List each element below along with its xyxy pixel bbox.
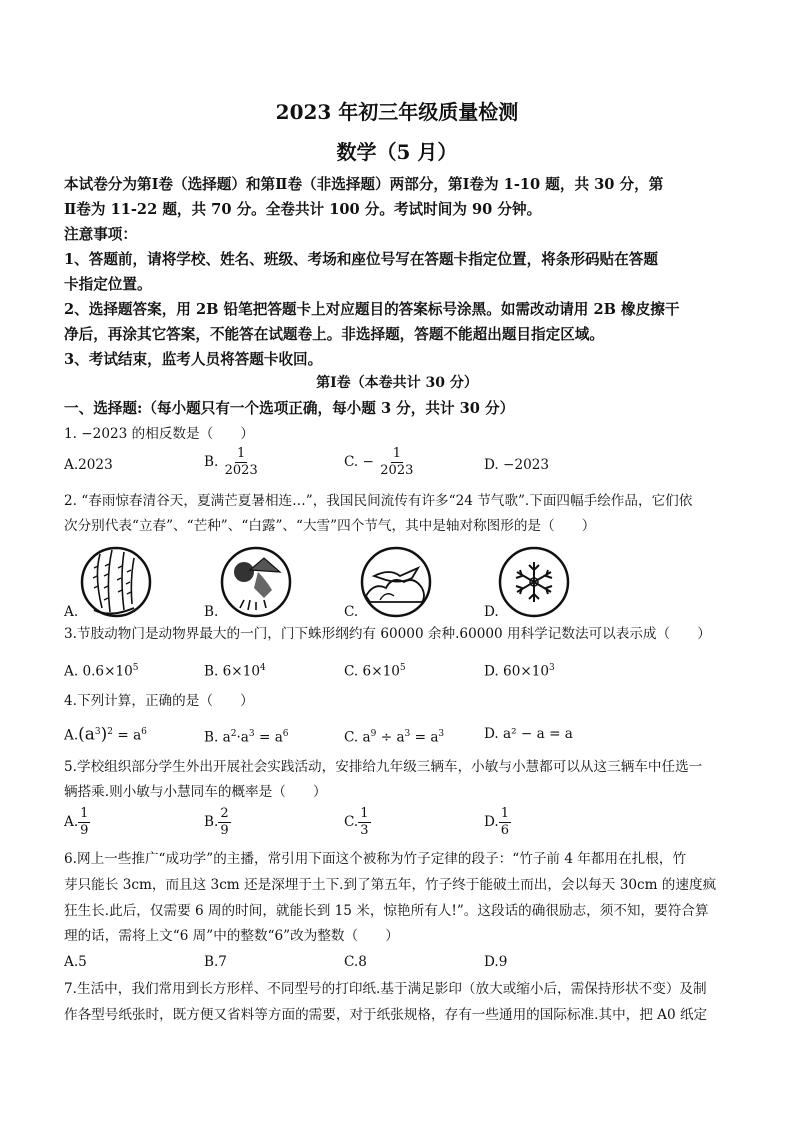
page-title: 2023 年初三年级质量检测 (275, 100, 519, 124)
q5-line-1: 5.学校组织部分学生外出开展社会实践活动，安排给九年级三辆车，小敏与小慧都可以从这三辆车中任选一 (64, 759, 703, 775)
q5-a-label: A. (64, 814, 79, 830)
q1-b-den: 2023 (224, 463, 258, 478)
q5-b-label: B. (204, 814, 219, 830)
q2-line-2: 次分别代表“立春”、“芒种”、“白露”、“大雪”四个节气，其中是轴对称图形的是（ ） (64, 518, 596, 534)
q4-c-exp1: 9 (370, 729, 377, 739)
q1-b-fraction (223, 446, 260, 479)
part-title: 第Ⅰ卷（本卷共计 30 分） (316, 375, 478, 391)
intro-line-1: 本试卷分为第Ⅰ卷（选择题）和第Ⅱ卷（非选择题）两部分，第Ⅰ卷为 1-10 题，共 30 分，第 (64, 176, 664, 193)
q3-b-exp: 4 (259, 663, 266, 673)
q5-a-num: 1 (80, 806, 89, 821)
q4-b-mid: ·a (236, 729, 249, 746)
q3-option-c (344, 658, 406, 682)
q4-b-exp2: 3 (248, 729, 255, 739)
q5-d-num: 1 (500, 806, 510, 821)
q5-c-num: 1 (360, 806, 369, 821)
q4-c-res-exp: 3 (438, 729, 445, 739)
q5-d-den: 6 (500, 823, 510, 838)
q4-c-eq: = a (410, 729, 439, 746)
notice-3: 3、考试结束，监考人员将答题卡收回。 (64, 351, 323, 368)
q3-c-base: C. 6×10 (344, 663, 400, 680)
q3-option-a (64, 658, 139, 682)
q5-b-fraction (218, 806, 230, 839)
notice-1b: 卡指定位置。 (64, 276, 152, 293)
notice-2a: 2、选择题答案，用 2B 铅笔把答题卡上对应题目的答案标号涂黑。如需改动请用 2B 橡皮擦干 (64, 301, 680, 318)
q6-line-4: 理的话，需将上文“6 周”中的整数“6”改为整数（ ） (64, 928, 399, 944)
q6-line-3: 狂生长.此后，仅需要 6 周的时间，就能长到 15 米，惊艳所有人!”。这段话的确很励志，须不知，要符合算 (64, 903, 709, 919)
q4-option-c (344, 724, 444, 748)
q5-option-a (64, 806, 90, 839)
q5-c-fraction (358, 806, 370, 839)
q3-a-base: A. 0.6×10 (64, 663, 133, 680)
q2-option-a: A. (64, 604, 79, 620)
q4-a-eq: = a (113, 727, 142, 744)
q3-option-b (204, 658, 266, 682)
q6-line-1: 6.网上一些推广“成功学”的主播，常引用下面这个被称为竹子定律的段子：“竹子前 4 年都用在扎根，竹 (64, 851, 687, 867)
q5-a-fraction (78, 806, 90, 839)
q4-option-d: D. a² − a = a (484, 726, 573, 742)
q3-option-d (484, 658, 555, 682)
q1-b-label: B. (204, 454, 219, 470)
notice-title: 注意事项： (64, 226, 137, 243)
q5-d-fraction (499, 806, 511, 839)
q6-option-d: D.9 (484, 954, 508, 970)
q1-c-label: C. − (344, 454, 374, 470)
q5-b-den: 9 (220, 823, 229, 838)
q1-option-c (344, 446, 415, 479)
q4-c-mid: ÷ a (376, 729, 405, 746)
q4-b-label: B. a (204, 729, 231, 746)
q1-b-num: 1 (237, 446, 246, 461)
q1-c-den: 2023 (380, 463, 414, 478)
q4-b-exp1: 2 (230, 729, 237, 739)
q3-c-exp: 5 (399, 663, 406, 673)
lichun-willow-icon (80, 546, 152, 618)
q3-d-base: D. 60×10 (484, 663, 550, 680)
q1-option-b (204, 446, 260, 479)
q4-c-label: C. a (344, 729, 371, 746)
q1-stem: 1. −2023 的相反数是（ ） (64, 426, 254, 442)
intro-line-2: Ⅱ卷为 11-22 题，共 70 分。全卷共计 100 分。考试时间为 90 分钟。 (64, 201, 542, 218)
q7-line-2: 作各型号纸张时，既方便又省料等方面的需要，对于纸张规格，存有一些通用的国际标准.其中，把 A0 纸定 (64, 1007, 708, 1023)
q1-c-fraction (378, 446, 415, 479)
q1-option-d: D. −2023 (484, 457, 550, 473)
q2-line-1: 2. “春雨惊春清谷天，夏满芒夏暑相连…”，我国民间流传有许多“24 节气歌”.下面四幅手绘作品，它们依 (64, 493, 693, 509)
q5-b-num: 2 (220, 806, 229, 821)
q1-c-num: 1 (392, 446, 401, 461)
q4-a-label: A. (64, 727, 79, 744)
q3-d-exp: 3 (549, 663, 555, 673)
q5-option-c (344, 806, 371, 839)
q4-a-res-exp: 6 (141, 727, 147, 737)
q4-stem: 4.下列计算，正确的是（ ） (64, 693, 254, 709)
section-heading: 一、选择题:（每小题只有一个选项正确，每小题 3 分，共计 30 分） (64, 400, 515, 417)
q1-option-a: A.2023 (64, 457, 113, 473)
q6-option-a: A.5 (64, 954, 87, 970)
q4-a-outer-exp: 2 (107, 727, 114, 737)
q4-option-a (64, 722, 147, 746)
q5-line-2: 辆搭乘.则小敏与小慧同车的概率是（ ） (64, 784, 327, 800)
q5-d-label: D. (484, 814, 499, 830)
q5-a-den: 9 (80, 823, 89, 838)
q3-b-base: B. 6×10 (204, 663, 260, 680)
q5-option-d (484, 806, 511, 839)
q6-option-c: C.8 (344, 954, 367, 970)
q4-a-close: ) (100, 724, 108, 745)
page-subtitle: 数学（5 月） (336, 140, 458, 164)
bailu-egret-icon (360, 546, 432, 618)
q4-b-eq: = a (254, 729, 283, 746)
q3-stem: 3.节肢动物门是动物界最大的一门，门下蛛形纲约有 60000 余种.60000 用科学记数法可以表示成（ ） (64, 626, 711, 642)
daxue-snowflake-icon (498, 546, 570, 618)
q2-option-d: D. (484, 604, 499, 620)
q5-c-den: 3 (360, 823, 369, 838)
q4-c-exp2: 3 (404, 729, 411, 739)
q5-c-label: C. (344, 814, 359, 830)
q6-option-b: B.7 (204, 954, 227, 970)
q6-line-2: 芽只能长 3cm，而且这 3cm 还是深埋于土下.到了第五年，竹子终于能破土而出，会以每天 30cm 的速度疯 (64, 877, 717, 893)
q4-a-inner-exp: 3 (94, 727, 101, 737)
q4-a-paren: (a (78, 724, 95, 745)
mangzhong-farmer-icon (220, 546, 292, 618)
q4-option-b (204, 724, 289, 748)
q3-a-exp: 5 (132, 663, 139, 673)
notice-2b: 净后，再涂其它答案，不能答在试题卷上。非选择题，答题不能超出题目指定区域。 (64, 326, 604, 343)
notice-1a: 1、答题前，请将学校、姓名、班级、考场和座位号写在答题卡指定位置，将条形码贴在答题 (64, 251, 658, 268)
q2-option-c: C. (344, 604, 359, 620)
q7-line-1: 7.生活中，我们常用到长方形样、不同型号的打印纸.基于满足影印（放大或缩小后，需保持形状不变）及制 (64, 981, 707, 997)
q4-b-res-exp: 6 (282, 729, 289, 739)
q2-option-b: B. (204, 604, 219, 620)
q5-option-b (204, 806, 231, 839)
